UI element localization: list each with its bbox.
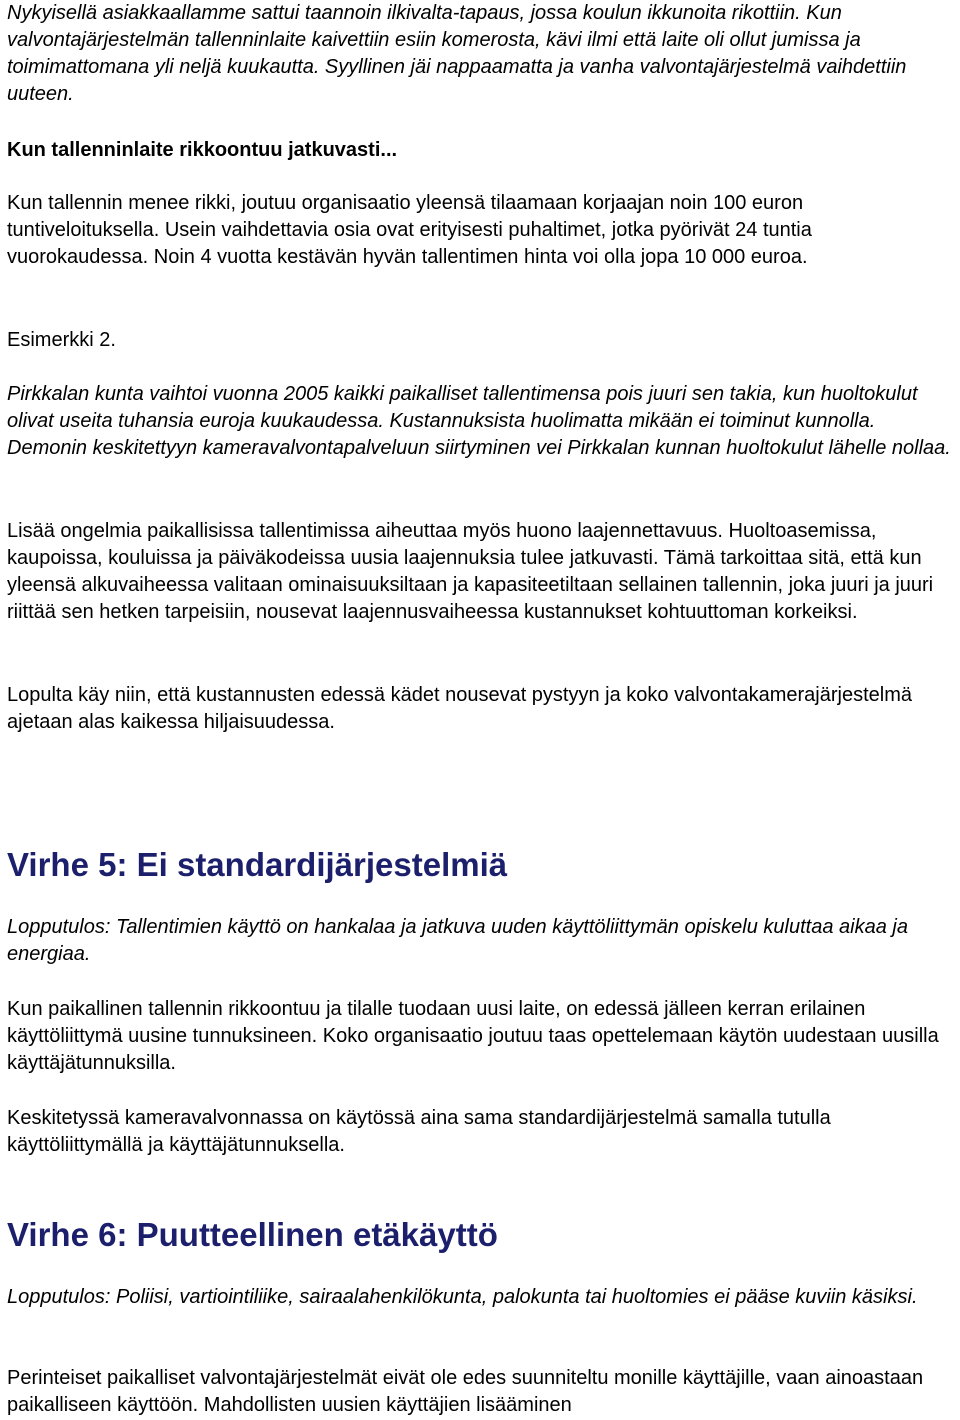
error5-outcome: Lopputulos: Tallentimien käyttö on hankalaa ja jatkuva uuden käyttöliittymän opiskelu kuluttaa aikaa ja energiaa.: [7, 916, 908, 965]
error5-paragraph-2: Keskitetyssä kameravalvonnassa on käytössä aina sama standardijärjestelmä samalla tutulla käyttöliittymällä ja käyttäjätunnuksella.: [7, 1107, 831, 1156]
recorder-paragraph: Kun tallennin menee rikki, joutuu organisaatio yleensä tilaamaan korjaajan noin 100 euron tuntiveloituksella. Usein vaihdettavia osia ovat erityisesti puhaltimet, jotka pyörivät 24 tuntia vuorokaudessa. Noin 4 vuotta kestävän hyvän tallentimen hinta voi olla jopa 10 000 euroa.: [7, 192, 812, 268]
error6-paragraph-1: Perinteiset paikalliset valvontajärjestelmät eivät ole edes suunniteltu monille käyttäjille, vaan ainoastaan paikalliseen käyttöön. Mahdollisten uusien käyttäjien lisääminen: [7, 1367, 924, 1416]
section-heading-recorder: Kun tallenninlaite rikkoontuu jatkuvasti...: [7, 139, 398, 161]
error6-outcome: Lopputulos: Poliisi, vartiointiliike, sairaalahenkilökunta, palokunta tai huoltomies ei pääse kuviin käsiksi.: [7, 1286, 918, 1308]
conclusion-paragraph: Lopulta käy niin, että kustannusten edessä kädet nousevat pystyyn ja koko valvontakamerajärjestelmä ajetaan alas kaikessa hiljaisuudessa.: [7, 684, 912, 733]
expansion-paragraph: Lisää ongelmia paikallisissa tallentimissa aiheuttaa myös huono laajennettavuus. Huoltoasemissa, kaupoissa, kouluissa ja päiväkodeissa uusia laajennuksia tulee jatkuvasti. Tämä tarkoittaa sitä, että kun yleensä alkuvaiheessa valitaan ominaisuuksiltaan ja kapasiteetiltaan sellainen tallennin, joka juuri ja juuri riittää sen hetken tarpeisiin, nousevat laajennusvaiheessa kustannukset kohtuuttoman korkeiksi.: [7, 520, 934, 623]
intro-paragraph: Nykyisellä asiakkaallamme sattui taannoin ilkivalta-tapaus, jossa koulun ikkunoita rikottiin. Kun valvontajärjestelmän tallenninlaite kaivettiin esiin komerosta, kävi ilmi että laite oli ollut jumissa ja toimimattomana yli neljä kuukautta. Syyllinen jäi nappaamatta ja vanha valvontajärjestelmä vaihdettiin uuteen.: [7, 2, 907, 105]
error6-heading: Virhe 6: Puutteellinen etäkäyttö: [7, 1216, 498, 1253]
error5-heading: Virhe 5: Ei standardijärjestelmiä: [7, 846, 508, 883]
error5-paragraph-1: Kun paikallinen tallennin rikkoontuu ja tilalle tuodaan uusi laite, on edessä jälleen kerran erilainen käyttöliittymä uusine tunnuksineen. Koko organisaatio joutuu taas opettelemaan käytön uudestaan uusilla käyttäjätunnuksilla.: [7, 998, 939, 1074]
example-paragraph: Pirkkalan kunta vaihtoi vuonna 2005 kaikki paikalliset tallentimensa pois juuri sen takia, kun huoltokulut olivat useita tuhansia euroja kuukaudessa. Kustannuksista huolimatta mikään ei toiminut kunnolla. Demonin keskitettyyn kameravalvontapalveluun siirtyminen vei Pirkkalan kunnan huoltokulut lähelle nollaa.: [7, 383, 951, 459]
example-label: Esimerkki 2.: [7, 329, 116, 351]
